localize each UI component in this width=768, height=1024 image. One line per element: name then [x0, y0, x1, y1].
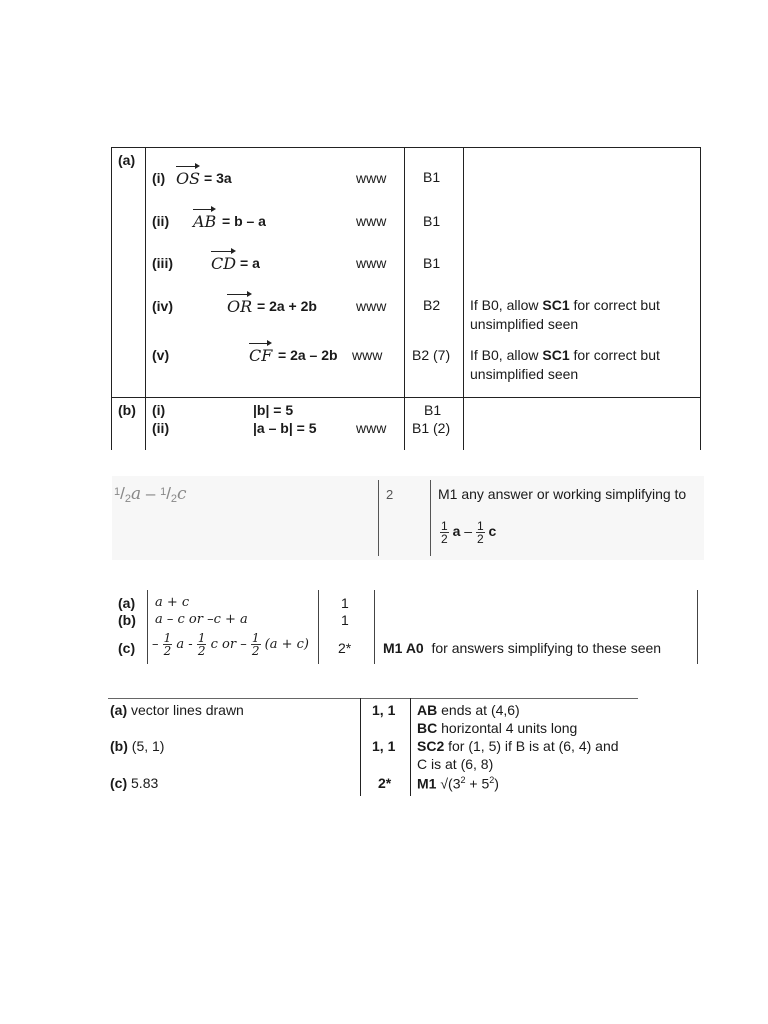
t4-row-a-mark: 1, 1 — [372, 702, 396, 718]
t1-part-b-label: (b) — [118, 402, 136, 418]
t3-row-a-label: (a) — [118, 595, 136, 611]
vector-CF: CF — [249, 343, 272, 365]
t3-row-a-mark: 1 — [341, 595, 349, 611]
t1-row-i-mark: B1 — [423, 169, 441, 185]
t3-col-divider-3 — [374, 590, 375, 664]
t3-col-divider-2 — [318, 590, 319, 664]
t1-row-i-www: www — [356, 170, 387, 186]
t1-row-iv-note: If B0, allow SC1 for correct but — [470, 297, 660, 313]
t1-b-row-ii-www: www — [356, 420, 387, 436]
t1-col-divider-3 — [463, 147, 464, 450]
t1-col-divider-2 — [404, 147, 405, 450]
t1-b-row-ii-expr: |a – b| = 5 — [253, 420, 317, 436]
t3-row-b-label: (b) — [118, 612, 136, 628]
t1-b-row-ii-label: (ii) — [152, 420, 170, 436]
t3-col-divider-1 — [147, 590, 148, 664]
t3-row-c-mark: 2* — [338, 640, 352, 656]
t4-note-2: BC horizontal 4 units long — [417, 720, 578, 736]
t1-mid-border — [111, 397, 701, 398]
t1-row-ii-www: www — [356, 213, 387, 229]
t1-b-row-i-mark: B1 — [424, 402, 442, 418]
t1-row-iv-note-2: unsimplified seen — [470, 316, 579, 332]
t4-col-divider-1 — [360, 698, 361, 796]
t2-col-divider-1 — [378, 480, 379, 556]
t1-row-v-expr: = 2a – 2b — [278, 347, 338, 363]
vector-OR: OR — [227, 294, 252, 316]
t4-row-c-mark: 2* — [378, 775, 392, 791]
t4-note-4: C is at (6, 8) — [417, 756, 494, 772]
vector-AB: AB — [193, 209, 216, 231]
t4-note-3: SC2 for (1, 5) if B is at (6, 4) and — [417, 738, 619, 754]
t4-row-b-mark: 1, 1 — [372, 738, 396, 754]
t4-row-c: (c) 5.83 — [110, 775, 159, 791]
t2-note-expression: $\frac{1}{2}$ a – $\frac{1}{2}$ c — [441, 519, 497, 546]
t1-row-ii-mark: B1 — [423, 213, 441, 229]
t4-note-1: AB ends at (4,6) — [417, 702, 520, 718]
t1-row-ii-label: (ii) — [152, 213, 170, 229]
t1-row-iv-mark: B2 — [423, 297, 441, 313]
t1-row-iii-www: www — [356, 255, 387, 271]
t3-row-c-label: (c) — [118, 640, 136, 656]
t1-b-row-i-label: (i) — [152, 402, 166, 418]
t1-row-v-note: If B0, allow SC1 for correct but — [470, 347, 660, 363]
t3-row-b-answer: a – c or –c + a — [155, 612, 248, 627]
t1-row-iii-label: (iii) — [152, 255, 173, 271]
t1-row-i-label: (i) — [152, 170, 166, 186]
t1-row-iv-www: www — [356, 298, 387, 314]
t1-b-row-ii-mark: B1 (2) — [412, 420, 451, 436]
t1-part-a-label: (a) — [118, 152, 136, 168]
vector-CD: CD — [211, 251, 236, 273]
t2-answer: $^1$/2a – $^1$/2c — [114, 484, 187, 505]
t1-left-border — [111, 147, 112, 450]
t1-top-border — [111, 147, 701, 148]
t2-mark: 2 — [386, 487, 394, 502]
t1-row-iii-mark: B1 — [423, 255, 441, 271]
t1-row-iii-expr: = a — [240, 255, 260, 271]
t1-row-v-label: (v) — [152, 347, 170, 363]
t1-row-i-expr: = 3a — [204, 170, 232, 186]
t3-row-c-note: M1 A0 for answers simplifying to these seen — [383, 640, 662, 656]
t1-row-v-mark: B2 (7) — [412, 347, 451, 363]
t4-row-b: (b) (5, 1) — [110, 738, 165, 754]
t4-top-border — [108, 698, 638, 699]
t1-row-v-note-2: unsimplified seen — [470, 366, 579, 382]
t4-col-divider-2 — [410, 698, 411, 796]
vector-OS: OS — [176, 166, 200, 188]
t1-right-border — [700, 147, 701, 450]
t1-row-iv-label: (iv) — [152, 298, 173, 314]
t1-b-row-i-expr: |b| = 5 — [253, 402, 294, 418]
t2-note: M1 any answer or working simplifying to — [438, 486, 687, 502]
t3-row-a-answer: a + c — [155, 595, 190, 610]
t3-row-c-answer: – $\frac{1}{2}$ a - $\frac{1}{2}$ c or – $\frac{1}{2}$ (a + c) — [152, 631, 309, 658]
t3-row-b-mark: 1 — [341, 612, 349, 628]
t4-row-a: (a) vector lines drawn — [110, 702, 244, 718]
t1-col-divider-1 — [145, 147, 146, 450]
t1-row-ii-expr: = b – a — [222, 213, 266, 229]
t1-row-iv-expr: = 2a + 2b — [257, 298, 317, 314]
t1-row-v-www: www — [352, 347, 383, 363]
t2-col-divider-2 — [430, 480, 431, 556]
t3-right-border — [697, 590, 698, 664]
t4-note-m1: M1 $√(3^2 + 5^2)$ — [417, 775, 499, 792]
